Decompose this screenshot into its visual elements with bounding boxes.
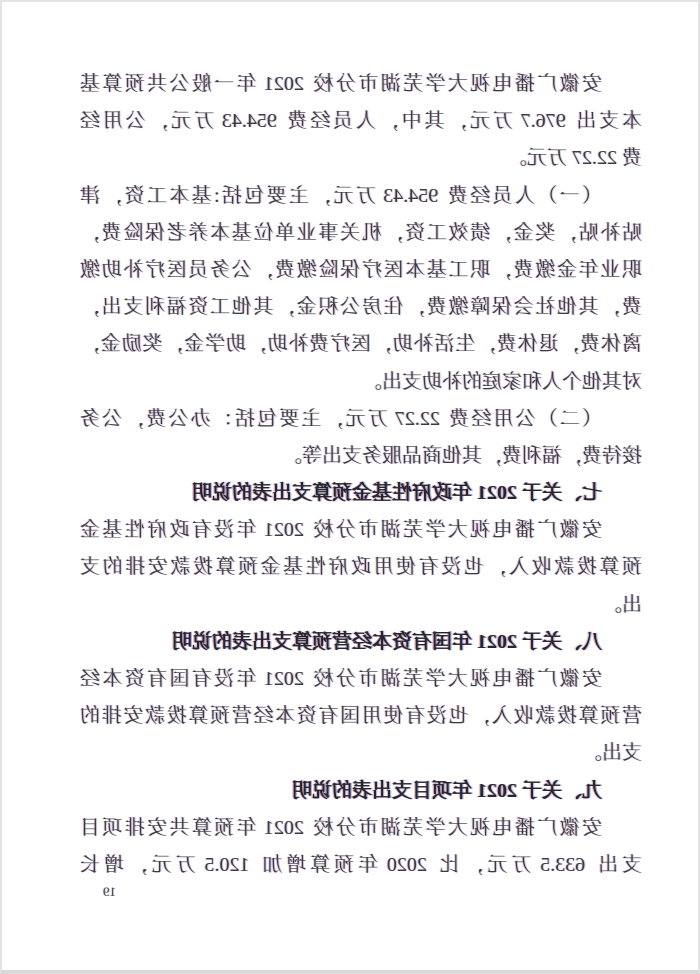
document-text bbox=[80, 66, 642, 884]
text-line: 安徽广播电视大学芜湖市分校 2021 年没有政府性基金 bbox=[80, 519, 602, 542]
text-line: 支出 633.5 万元，比 2020 年预算增加 120.5 万元，增长 bbox=[80, 853, 642, 876]
text-line: 贴补贴，奖金，绩效工资，机关事业单位基本养老保险费， bbox=[80, 221, 642, 244]
page-number: 19 bbox=[103, 884, 116, 899]
text-line: （二）公用经费 22.27 万元，主要包括：办公费，公务 bbox=[80, 407, 602, 430]
section-heading: 九、关于 2021 年项目支出表的说明 bbox=[292, 779, 602, 802]
text-line: 接待费，福利费，其他商品服务支出等。 bbox=[282, 444, 642, 467]
text-line: 费 22.27 万元。 bbox=[507, 147, 642, 170]
text-line: 安徽广播电视大学芜湖市分校 2021 年没有国有资本经 bbox=[80, 668, 602, 690]
text-line: 预算拨款收入，也没有使用政府性基金预算拨款安排的支 bbox=[80, 556, 642, 579]
text-line: 支出。 bbox=[582, 742, 642, 765]
text-line: 出。 bbox=[602, 593, 642, 616]
text-line: 安徽广播电视大学芜湖市分校 2021 年一般公共预算基 bbox=[80, 73, 602, 95]
section-heading: 七、关于 2021 年政府性基金预算支出表的说明 bbox=[192, 482, 602, 505]
text-line: 对其他个人和家庭的补助支出。 bbox=[362, 370, 642, 393]
text-line: 营预算拨款收入，也没有使用国有资本经营预算拨款安排的 bbox=[80, 705, 642, 728]
text-line: 安徽广播电视大学芜湖市分校 2021 年预算共安排项目 bbox=[80, 816, 602, 839]
text-line: 离休费，退休费，生活补助，医疗费补助，助学金，奖励金， bbox=[80, 333, 642, 356]
text-line: （一）人员经费 954.43 万元，主要包括:基本工资，津 bbox=[80, 184, 602, 207]
text-line: 费，其他社会保障缴费，住房公积金，其他工资福利支出， bbox=[80, 296, 642, 319]
text-line: 本支出 976.7 万元，其中，人员经费 954.43 万元，公用经 bbox=[80, 110, 642, 133]
text-line: 职业年金缴费，职工基本医疗保险缴费，公务员医疗补助缴 bbox=[80, 258, 642, 281]
section-heading: 八、关于 2021 年国有资本经营预算支出表的说明 bbox=[172, 630, 602, 653]
